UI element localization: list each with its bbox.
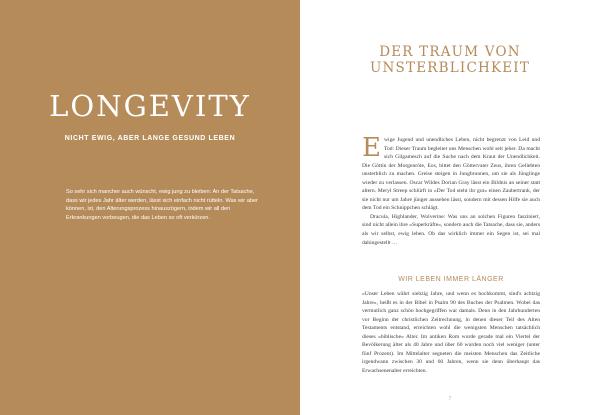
section-heading: WIR LEBEN IMMER LÄNGER: [398, 276, 504, 283]
chapter-title: [300, 44, 600, 76]
body-text-block-1: [362, 133, 540, 247]
body-text-block-2: [362, 290, 540, 375]
right-page: [300, 0, 600, 415]
chapter-title-line1: DER TRAUM VON: [379, 44, 521, 60]
paragraph-1-text: wige Jugend und unendliches Leben, nicht begrenzt von Leid und Tod: Dieser Traum begleitet uns Menschen wohl seit jeher. Da macht sich Gilgamesch auf die Suche nach dem Kraut der Unendlichkeit. Die Göttin der Morgenröte, Eos, bittet den Göttervater Zeus, ihren Geliebten unsterblich zu machen. Greise steigen in Jungbrunnen, um sie als Jünglinge wieder zu verlassen. Oscar Wildes Dorian Gray lässt ein Bildnis an seiner statt altern. Meryl Streep schlürft in »Der Tod steht ihr gut« einen Zaubertrank, der sie nicht nur um Jahre jünger aussehen lässt, sondern mit dessen Hilfe sie auch dem Tod ein Schnippchen schlägt.: [362, 137, 540, 212]
intro-text: So sehr sich mancher auch wünscht, ewig jung zu bleiben: An der Tatsache, dass wir jedes Jahr älter werden, lässt sich einfach nicht rütteln. Was wir aber können, ist, den Alterungsprozess hinauszögern, indem wir all den Erkrankungen vorbeugen, die das Leben so oft verkürzen.: [66, 189, 258, 221]
paragraph-2: Dracula, Highlander, Wolverine: Was uns an solchen Figuren fasziniert, sind nicht allein ihre »Superkräfte«, sondern auch die Tatsache, dass sie, anders als wir selbst, ewig leben. Ob das wirklich immer ein Segen ist, sei mal dahingestellt …: [362, 213, 540, 246]
paragraph-1: [362, 133, 540, 213]
paragraph-3: »Unser Leben währt siebzig Jahre, und wenn es hochkommt, sind's achtzig Jahre«, heißt es in der Bibel in Psalm 90 des Buches der Psalmen. Wobei das vermutlich ganz schön hochgegriffen war damals. Denn in den Jahrhunderten vor Beginn der christlichen Zeitrechnung, in denen dieser Teil des Alten Testaments entstand, erreichten wohl die wenigsten Menschen tatsächlich dieses »biblische« Alter. Im antiken Rom wurde gerade mal ein Viertel der Bevölkerung älter als 40 Jahre und über 60 wurden noch viel weniger (unter fünf Prozent). Im Mittelalter segneten die meisten Menschen das Zeitliche irgendwann zwischen 30 und 60 Jahren, wenn sie denn überhaupt das Erwachsenenalter erreichten.: [362, 291, 540, 374]
page-title: LONGEVITY: [49, 89, 251, 123]
drop-cap: E: [362, 133, 381, 163]
page-subtitle: NICHT EWIG, ABER LANGE GESUND LEBEN: [64, 135, 236, 142]
page-number: 7: [448, 397, 452, 402]
chapter-title-line2: UNSTERBLICHKEIT: [369, 60, 531, 76]
